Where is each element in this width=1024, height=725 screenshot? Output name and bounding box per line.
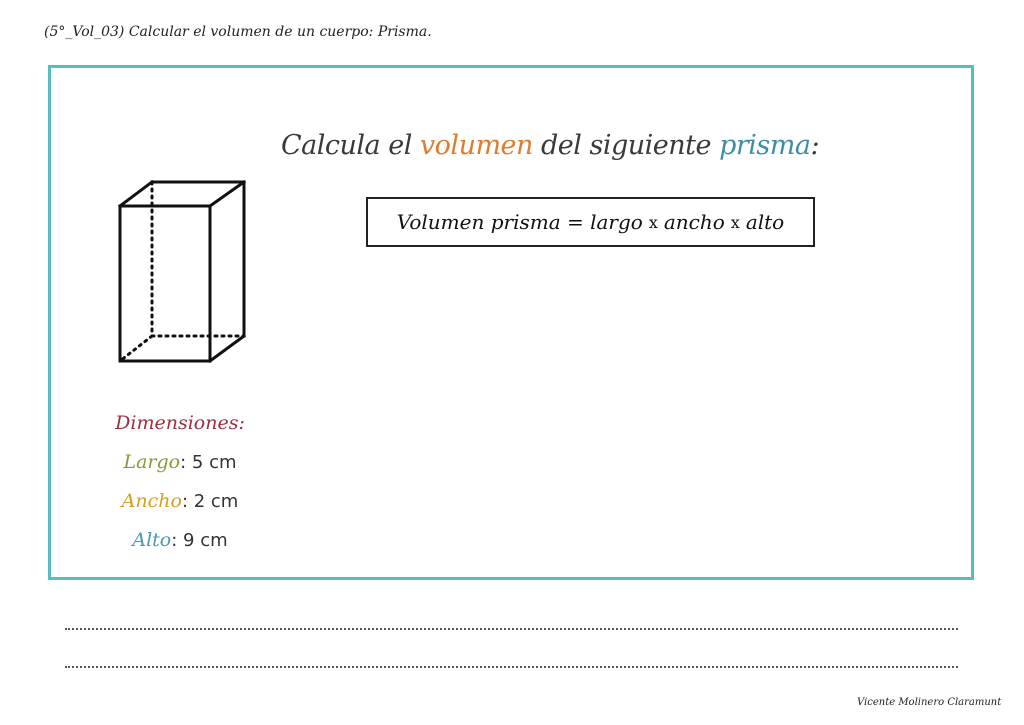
dimension-label: Alto [132, 529, 172, 551]
dimension-largo [110, 447, 250, 486]
dimensions-list [110, 408, 250, 564]
formula-box [366, 197, 815, 247]
times-sign: x [648, 212, 658, 232]
dimension-value: : 2 cm [181, 491, 239, 512]
heading-highlight-volumen: volumen [419, 130, 533, 161]
dimension-ancho [110, 486, 250, 525]
formula-lhs: Volumen prisma = largo [396, 210, 643, 234]
dimension-label: Ancho [121, 490, 182, 512]
heading-highlight-prisma: prisma [719, 130, 811, 161]
answer-line-2[interactable] [65, 666, 958, 668]
heading-text-1: Calcula el [281, 130, 420, 161]
document-title: (5°_Vol_03) Calcular el volumen de un cuerpo: Prisma. [44, 24, 432, 40]
heading-text-3: : [810, 130, 820, 161]
dimension-alto [110, 525, 250, 564]
heading-text-2: del siguiente [532, 130, 720, 161]
times-sign: x [730, 212, 740, 232]
formula-rhs: alto [745, 210, 785, 234]
rectangular-prism-icon [110, 172, 260, 376]
answer-line-1[interactable] [65, 628, 958, 630]
dimension-value: : 5 cm [180, 452, 237, 473]
exercise-heading [281, 130, 819, 161]
author-credit: Vicente Molinero Claramunt [857, 697, 1002, 708]
dimensions-title: Dimensiones: [115, 412, 245, 434]
dimension-value: : 9 cm [171, 530, 228, 551]
formula-mid: ancho [663, 210, 725, 234]
dimension-label: Largo [123, 451, 181, 473]
